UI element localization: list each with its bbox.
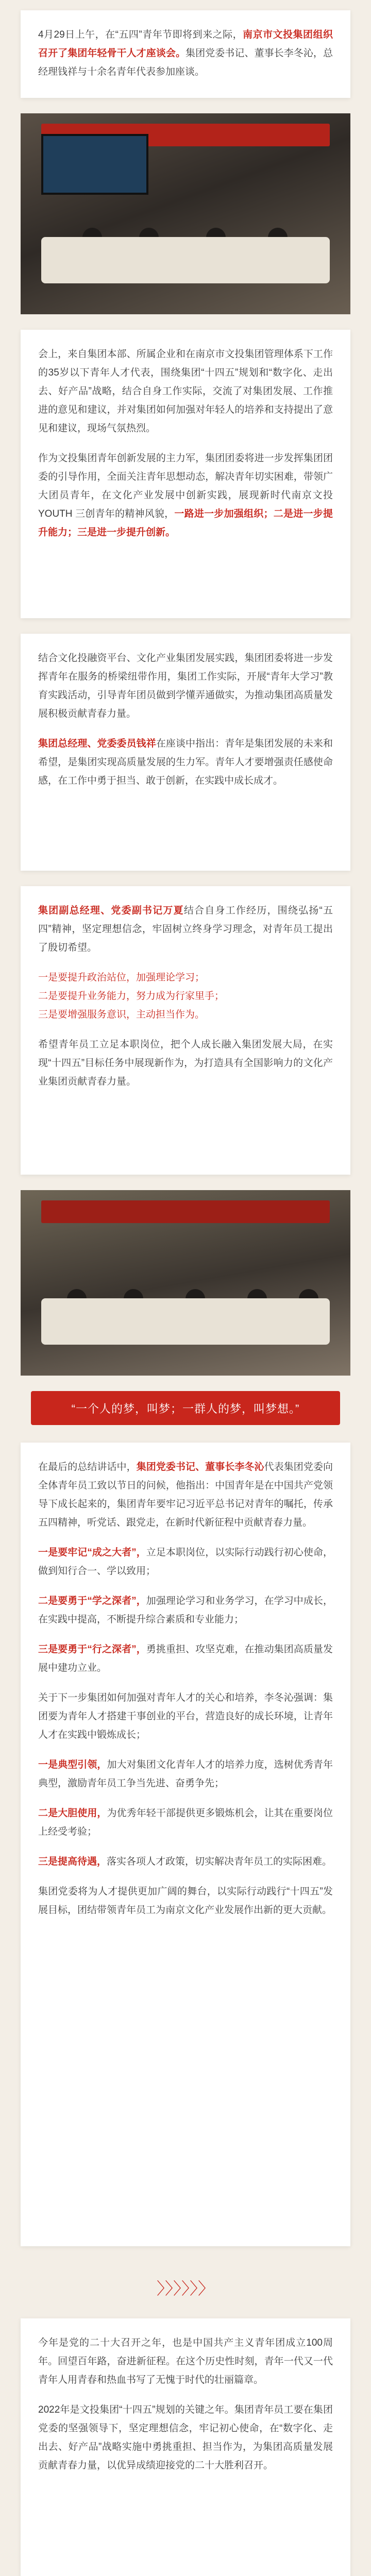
bullet-1: 一是典型引领，加大对集团文化青年人才的培养力度，选树优秀青年典型，激励青年员工争当先进、奋勇争先；	[38, 1759, 333, 1789]
point-1: 一是要牢记“成之大者”，立足本职岗位，以实际行动践行初心使命，做到知行合一、学以致用；	[38, 1547, 333, 1577]
section-5-paragraph-1: 在最后的总结讲话中，集团党委书记、董事长李冬沁代表集团党委向全体青年员工致以节日的问候，他指出：中国青年是在中国共产党领导下成长起来的，集团青年要牢记习近平总书记对青年的嘱托，传承五四精神，听党话、跟党走，在新时代新征程中贡献青春力量。	[38, 1462, 333, 1528]
photo-screen	[41, 134, 148, 195]
bullet-3: 三是提高待遇，落实各项人才政策，切实解决青年员工的实际困难。	[38, 1856, 332, 1867]
list-item: 二是要提升业务能力，努力成为行家里手；	[38, 991, 225, 1002]
point-2: 二是要勇于“学之深者”，加强理论学习和业务学习，在学习中成长，在实践中提高，不断提升综合素质和专业能力；	[38, 1596, 333, 1625]
intro-card	[21, 10, 350, 98]
section-5-card	[21, 1443, 350, 2246]
meeting-photo-2	[21, 1190, 350, 1376]
section-3-paragraph-2: 集团总经理、党委委员钱祥在座谈中指出：青年是集团发展的未来和希望，是集团实现高质量发展的生力军。青年人才要增强责任感使命感，在工作中勇于担当、敢于创新，在实践中成长成才。	[38, 738, 333, 786]
section-4-paragraph-1: 集团副总经理、党委副书记万夏结合自身工作经历，围绕弘扬“五四”精神，坚定理想信念，牢固树立终身学习理念，对青年员工提出了殷切希望。	[38, 905, 333, 953]
section-6-card	[21, 2318, 350, 2576]
photo-table	[41, 1298, 330, 1345]
meeting-photo-1	[21, 113, 350, 314]
section-4-paragraph-2: 希望青年员工立足本职岗位，把个人成长融入集团发展大局，在实现“十四五”目标任务中展现新作为，为打造具有全国影响力的文化产业集团贡献青春力量。	[38, 1039, 333, 1087]
quote-banner: “一个人的梦，叫梦；一群人的梦，叫梦想。”	[31, 1391, 340, 1425]
section-3-paragraph-1: 结合文化投融资平台、文化产业集团发展实践，集团团委将进一步发挥青年在服务的桥梁纽带作用，集团工作实际，开展“青年大学习”教育实践活动，引导青年团员做到学懂弄通做实，为推动集团高质量发展积极贡献青春力量。	[38, 653, 333, 719]
section-2-paragraph-1: 会上，来自集团本部、所属企业和在南京市文投集团管理体系下工作的35岁以下青年人才代表，围绕集团“十四五”规划和“数字化、走出去、好产品”战略，结合自身工作实际，交流了对集团发展、工作推进的意见和建议，并对集团如何加强对年轻人的培养和支持提出了意见和建议，现场气氛热烈。	[38, 349, 333, 434]
section-5-paragraph-2: 关于下一步集团如何加强对青年人才的关心和培养，李冬沁强调：集团要为青年人才搭建干事创业的平台，营造良好的成长环境，让青年人才在实践中锻炼成长；	[38, 1692, 333, 1740]
point-3: 三是要勇于“行之深者”，勇挑重担、攻坚克难，在推动集团高质量发展中建功立业。	[38, 1644, 333, 1673]
chevron-divider-icon: 〉〉〉〉〉〉	[156, 2279, 214, 2298]
section-4-list	[38, 969, 333, 1024]
photo-banner	[41, 1200, 330, 1223]
list-item: 一是要提升政治站位，加强理论学习；	[38, 972, 205, 983]
section-2-paragraph-2: 作为文投集团青年创新发展的主力军，集团团委将进一步发挥集团团委的引导作用，全面关注青年思想动态，解决青年切实困难，带领广大团员青年，在文化产业发展中创新实践，展现新时代南京文投YOUTH 三创青年的精神风貌，一路进一步加强组织；二是进一步提升能力；三是进一步提升创新。	[38, 453, 333, 538]
bullet-2: 二是大胆使用，为优秀年轻干部提供更多锻炼机会，让其在重要岗位上经受考验；	[38, 1808, 333, 1837]
section-4-card	[21, 886, 350, 1175]
photo-table	[41, 237, 330, 283]
intro-paragraph: 4月29日上午，在“五四”青年节即将到来之际，南京市文投集团组织召开了集团年轻骨干人才座谈会。集团党委书记、董事长李冬沁，总经理钱祥与十余名青年代表参加座谈。	[38, 29, 333, 77]
section-6-paragraph-1: 今年是党的二十大召开之年，也是中国共产主义青年团成立100周年。回望百年路，奋进新征程。在这个历史性时刻，青年一代又一代青年人用青春和热血书写了无愧于时代的壮丽篇章。	[38, 2337, 333, 2385]
section-2-card	[21, 330, 350, 618]
list-item: 三是要增强服务意识，主动担当作为。	[38, 1009, 205, 1020]
section-3-card	[21, 634, 350, 871]
section-6-paragraph-2: 2022年是文投集团“十四五”规划的关键之年。集团青年员工要在集团党委的坚强领导下，坚定理想信念，牢记初心使命，在“数字化、走出去、好产品”战略实施中勇挑重担、担当作为，为集团高质量发展贡献青春力量，以优异成绩迎接党的二十大胜利召开。	[38, 2404, 333, 2471]
section-5-paragraph-3: 集团党委将为人才提供更加广阔的舞台，以实际行动践行“十四五”发展目标，团结带领青年员工为南京文化产业发展作出新的更大贡献。	[38, 1886, 333, 1916]
